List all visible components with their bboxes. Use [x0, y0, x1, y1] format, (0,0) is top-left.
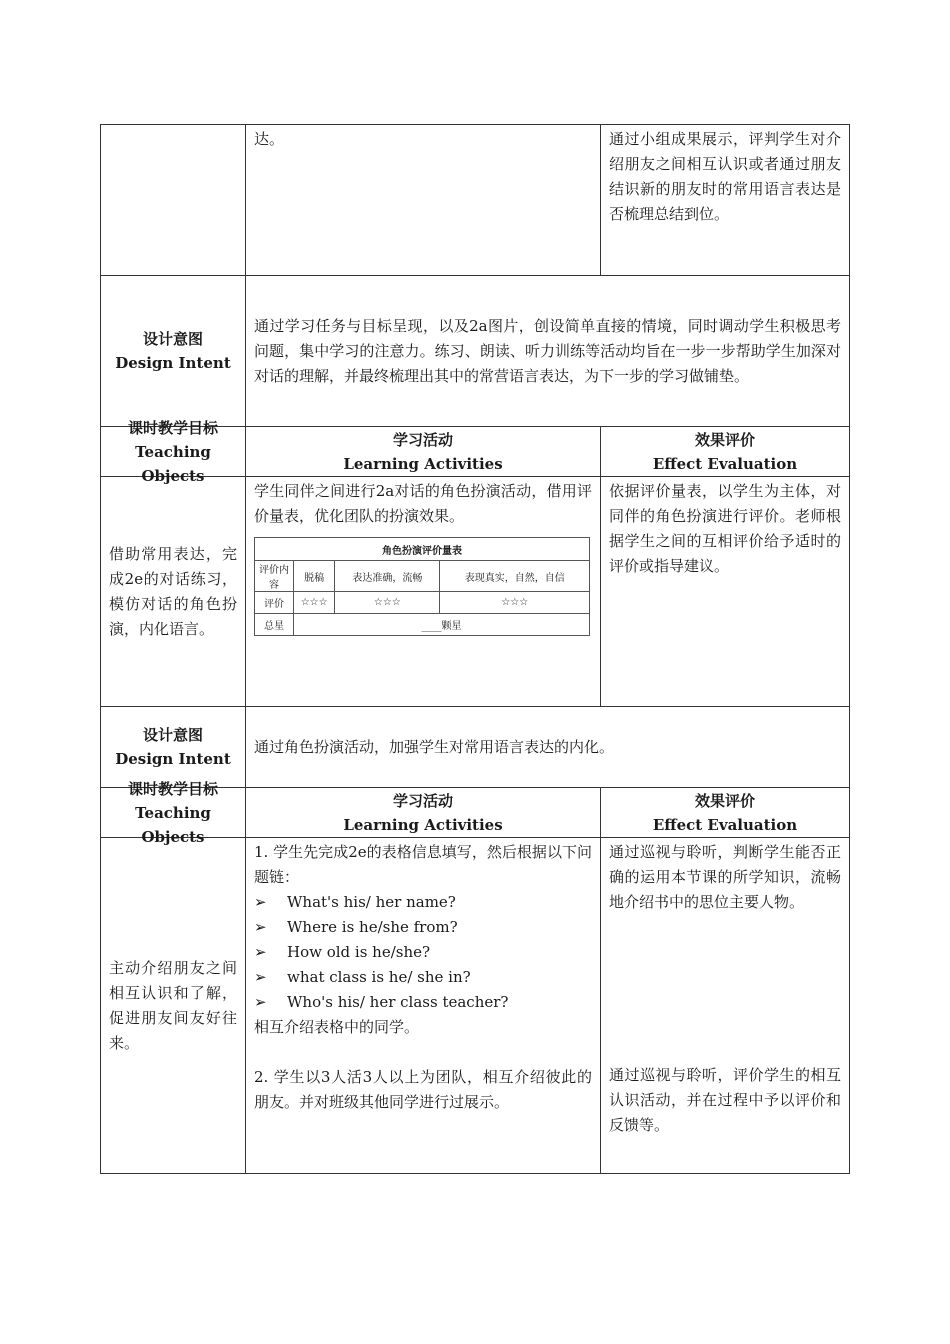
- rubric-row-label: 评价: [255, 592, 294, 614]
- question-chain: [254, 890, 592, 1015]
- rubric-stars: ☆☆☆: [440, 592, 590, 614]
- evaluation-cell: [601, 838, 849, 1173]
- lesson-plan-table: [100, 124, 850, 1174]
- rubric-stars: ☆☆☆: [294, 592, 335, 614]
- design-intent-text: 通过角色扮演活动，加强学生对常用语言表达的内化。: [254, 737, 615, 756]
- question-text: what class is he/ she in?: [287, 968, 471, 986]
- design-intent-label-en: Design Intent: [115, 354, 231, 372]
- header-objectives: [101, 779, 246, 846]
- evaluation-text-2: 通过巡视与聆听，评价学生的相互认识活动，并在过程中予以评价和反馈等。: [609, 1066, 841, 1134]
- design-intent-cell: [246, 707, 849, 787]
- table-row: [101, 477, 849, 707]
- header-label: 课时教学目标: [127, 779, 218, 798]
- header-label: 课时教学目标: [127, 418, 218, 437]
- header-label: Learning Activities: [343, 815, 503, 834]
- table-row: [101, 838, 849, 1173]
- rubric-header: 脱稿: [294, 561, 335, 592]
- list-item: [254, 965, 592, 990]
- evaluation-cell: [601, 477, 849, 706]
- header-label: Teaching Objects: [135, 442, 211, 485]
- activity-cell: [246, 477, 601, 706]
- list-item: [254, 990, 592, 1015]
- question-text: What's his/ her name?: [287, 893, 456, 911]
- objective-cell: [101, 477, 246, 706]
- activity-cell: [246, 838, 601, 1173]
- rubric-header: 评价内容: [255, 561, 294, 592]
- arrow-bullet-icon: ➢: [254, 993, 267, 1011]
- activity-text: 学生同伴之间进行2a对话的角色扮演活动，借用评价量表，优化团队的扮演效果。: [254, 482, 592, 525]
- objective-cell: [101, 838, 246, 1173]
- header-label: 效果评价: [694, 430, 755, 449]
- rubric-total-value: ____颗星: [294, 614, 590, 636]
- header-label: 效果评价: [694, 791, 755, 810]
- evaluation-text: 通过小组成果展示，评判学生对介绍朋友之间相互认识或者通过朋友结识新的朋友时的常用语言表达是否梳理总结到位。: [609, 130, 841, 223]
- header-evaluation: [601, 427, 849, 476]
- design-intent-row: [101, 276, 849, 427]
- activity-intro: 1. 学生先完成2e的表格信息填写，然后根据以下问题链：: [254, 843, 592, 886]
- header-label: 学习活动: [392, 791, 453, 810]
- header-label: Teaching Objects: [135, 803, 211, 846]
- arrow-bullet-icon: ➢: [254, 893, 267, 911]
- header-evaluation: [601, 788, 849, 837]
- header-label: Effect Evaluation: [652, 454, 798, 473]
- evaluation-cell: [601, 125, 849, 275]
- activity-cell: [246, 125, 601, 275]
- design-intent-text: 通过学习任务与目标呈现，以及2a图片，创设简单直接的情境，同时调动学生积极思考问题，集中学习的注意力。练习、朗读、听力训练等活动均旨在一步一步帮助学生加深对对话的理解，并最终梳理出其中的常营语言表达，为下一步的学习做铺垫。: [254, 316, 841, 385]
- header-objectives: [101, 418, 246, 485]
- objective-text: 主动介绍朋友之间相互认识和了解，促进朋友间友好往来。: [109, 958, 237, 1052]
- list-item: [254, 940, 592, 965]
- header-row: [101, 779, 849, 846]
- arrow-bullet-icon: ➢: [254, 968, 267, 986]
- evaluation-text-1: 通过巡视与聆听，判断学生能否正确的运用本节课的所学知识，流畅地介绍书中的思位主要人物。: [609, 843, 841, 911]
- rubric-header: 表现真实，自然，自信: [440, 561, 590, 592]
- list-item: [254, 915, 592, 940]
- rubric-title: 角色扮演评价量表: [255, 538, 590, 561]
- header-label: 学习活动: [392, 430, 453, 449]
- activity-2: 2. 学生以3人活3人以上为团队，相互介绍彼此的朋友。并对班级其他同学进行过展示。: [254, 1068, 592, 1111]
- design-intent-label-en: Design Intent: [115, 750, 231, 768]
- question-text: Where is he/she from?: [287, 918, 458, 936]
- header-label: Learning Activities: [343, 454, 503, 473]
- activity-text: 达。: [254, 130, 285, 148]
- header-row: [101, 418, 849, 485]
- design-intent-cell: [246, 276, 849, 426]
- objective-cell: [101, 125, 246, 275]
- rubric-stars: ☆☆☆: [335, 592, 440, 614]
- design-intent-label: [101, 276, 246, 426]
- rubric-total-label: 总星: [255, 614, 294, 636]
- objective-text: 借助常用表达，完成2e的对话练习，模仿对话的角色扮演，内化语言。: [109, 544, 237, 638]
- design-intent-label-cn: 设计意图: [142, 726, 203, 744]
- list-item: [254, 890, 592, 915]
- header-label: Effect Evaluation: [652, 815, 798, 834]
- header-activities: [246, 788, 601, 837]
- evaluation-text: 依据评价量表，以学生为主体，对同伴的角色扮演进行评价。老师根据学生之间的互相评价给予适时的评价或指导建议。: [609, 482, 841, 575]
- question-text: Who's his/ her class teacher?: [287, 993, 509, 1011]
- header-activities: [246, 427, 601, 476]
- design-intent-label-cn: 设计意图: [142, 330, 203, 348]
- question-text: How old is he/she?: [287, 943, 431, 961]
- role-play-rubric: [254, 537, 590, 636]
- table-row: [101, 125, 849, 276]
- rubric-header: 表达准确，流畅: [335, 561, 440, 592]
- design-intent-label: [101, 707, 246, 787]
- arrow-bullet-icon: ➢: [254, 918, 267, 936]
- activity-after: 相互介绍表格中的同学。: [254, 1018, 420, 1036]
- arrow-bullet-icon: ➢: [254, 943, 267, 961]
